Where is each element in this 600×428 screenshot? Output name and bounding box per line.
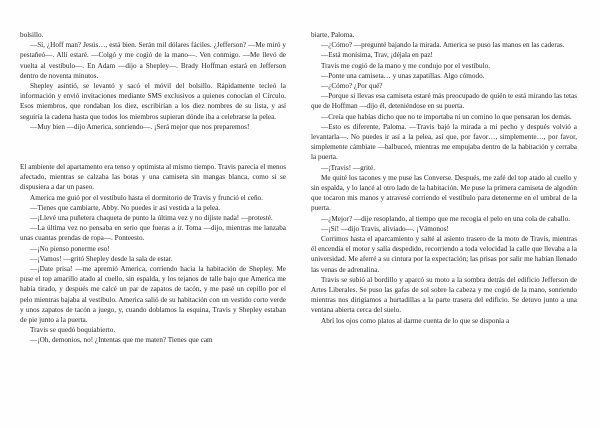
paragraph: —¡Oh, demonios, no! ¿Intentas que me maten? Tienes que cam (30, 336, 213, 345)
paragraph: —¡Llevé una puñetera chaqueta de punto la última vez y no dijiste nada! —protesté. (30, 214, 273, 223)
paragraph: —¡Sí! —dijo Travis, aliviado—. ¡Vámonos! (321, 224, 449, 233)
paragraph: —¿Cómo? —pregunté bajando la mirada. America se puso las manos en las caderas. (321, 41, 565, 50)
paragraph: —Sí, ¿Hoff man? Jesús…, está bien. Serán mil dólares fáciles. ¿Jefferson? —Me miró y pestañeó—. Allí estaré. —Colgó y me cogió de la mano—. Ven conmigo. —Me llevó de vuelta al vestíbulo—. En Adam —dijo a Shepley—. Brady Hoffman estará en Jefferson dentro de noventa minutos. (20, 41, 286, 80)
paragraph: —¡No pienso ponerme eso! (30, 244, 110, 253)
paragraph: El ambiente del apartamento era tenso y optimista al mismo tiempo. Travis parecía el menos afectado, mientras se calzaba las botas y una camiseta sin mangas blanca, como si se dispusiera a dar un paseo. (20, 163, 286, 192)
paragraph: Travis se subió al bordillo y aparcó su moto a la sombra detrás del edificio Jefferson de Artes Liberales. Se puso las gafas de sol sobre la cabeza y me cogió de la mano, sonriendo mientras nos dirigíamos a hurtadillas a la parte trasera del edificio. Se detuvo junto a una ventana abierta cerca del suelo. (311, 275, 577, 315)
paragraph: —¡Vamos! —gritó Shepley desde la sala de estar. (30, 254, 173, 263)
paragraph: America me guió por el vestíbulo hasta el dormitorio de Travis y frunció el ceño. (30, 193, 263, 202)
paragraph: bolsillo. (20, 31, 44, 39)
paragraph: —¿Cómo? ¿Por qué? (321, 82, 383, 91)
paragraph: —Esto es diferente, Paloma. —Travis bajó la mirada a mi pecho y después volvió a levantarla—. No puedes ir así a la pelea, así que, por favor…, simplemente…, por favor, simplemente cámbiate —balbuceó, mientras me empujaba dentro de la habitación y cerraba la puerta. (311, 122, 577, 162)
paragraph: —La última vez no pensaba en serio que fueras a ir. Toma —dijo, mientras me lanzaba unas cuantas prendas de ropa—. Ponteesto. (20, 224, 286, 243)
paragraph: —¡Travis! —grité. (321, 163, 376, 172)
paragraph: —Está monísima, Trav, ¡déjala en paz! (321, 51, 433, 60)
paragraph: Travis me cogió de la mano y me condujo por el vestíbulo. (321, 61, 491, 70)
paragraph: Travis se quedó boquiabierto. (30, 326, 116, 335)
paragraph: —¡Date prisa! —me apremió America, corriendo hacia la habitación de Shepley. Me puse el top amarillo atado al cuello, sin espalda, y los tejanos de talle bajo que America me había tirado, y después me calcé un par de zapatos de tacón, y me pasé un cepillo por el pelo mientras bajaba al vestíbulo. America salió de su habitación con un vestido corto verde y unos zapatos de tacón a juego, y, cuando doblamos la esquina, Travis y Shepley estaban de pie junto a la puerta. (20, 265, 286, 325)
paragraph: —Porque si llevas esa camiseta estaré más preocupado de quién te está mirando las tetas que de Hoffman —dijo él, deteniéndose en su puerta. (311, 92, 577, 111)
left-text-column (20, 30, 286, 346)
paragraph: Abrí los ojos como platos al darme cuenta de lo que se disponía a (321, 316, 510, 325)
paragraph: —¿Mejor? —dije resoplando, al tiempo que me recogía el pelo en una cola de caballo. (321, 214, 571, 223)
paragraph: Corrimos hasta el aparcamiento y salté al asiento trasero de la moto de Travis, mientras él encendía el motor y salía despedido, recorriendo a toda velocidad la calle que llevaba a la universidad. Me aferré a su cintura por la expectación; las prisas por salir me habían llenado las venas de adrenalina. (311, 235, 577, 274)
paragraph: —Muy bien —dijo America, sonriendo—. ¡Será mejor que nos preparemos! (30, 122, 250, 131)
paragraph: Me quité los tacones y me puse las Converse. Después, me zafé del top atado al cuello y sin espalda, y lo lancé al otro lado de la habitación. Me puse la primera camiseta de algodón que tocaron mis manos y atravesé corriendo el vestíbulo para detenerme en el umbral de la puerta. (311, 173, 577, 213)
paragraph: Shepley asintió, se levantó y sacó el móvil del bolsillo. Rápidamente tecleó la información y envió invitaciones mediante SMS exclusivos a quienes conocían el Círculo. Esos miembros, que rondaban los diez, escribirían a los diez nombres de su lista, y así seguiría la cadena hasta que todos los miembros supieran dónde iba a celebrarse la pelea. (20, 82, 286, 121)
paragraph: —Creía que habías dicho que no te importaba ni un comino lo que pensaran los demás. (321, 112, 572, 121)
paragraph: —Ponte una camiseta… y unas zapatillas. Algo cómodo. (321, 71, 485, 80)
paragraph: —Tienes que cambiarte, Abby. No puedes ir así vestida a la pelea. (30, 203, 221, 212)
paragraph: biarte, Paloma. (311, 31, 355, 39)
right-text-column (311, 30, 577, 326)
